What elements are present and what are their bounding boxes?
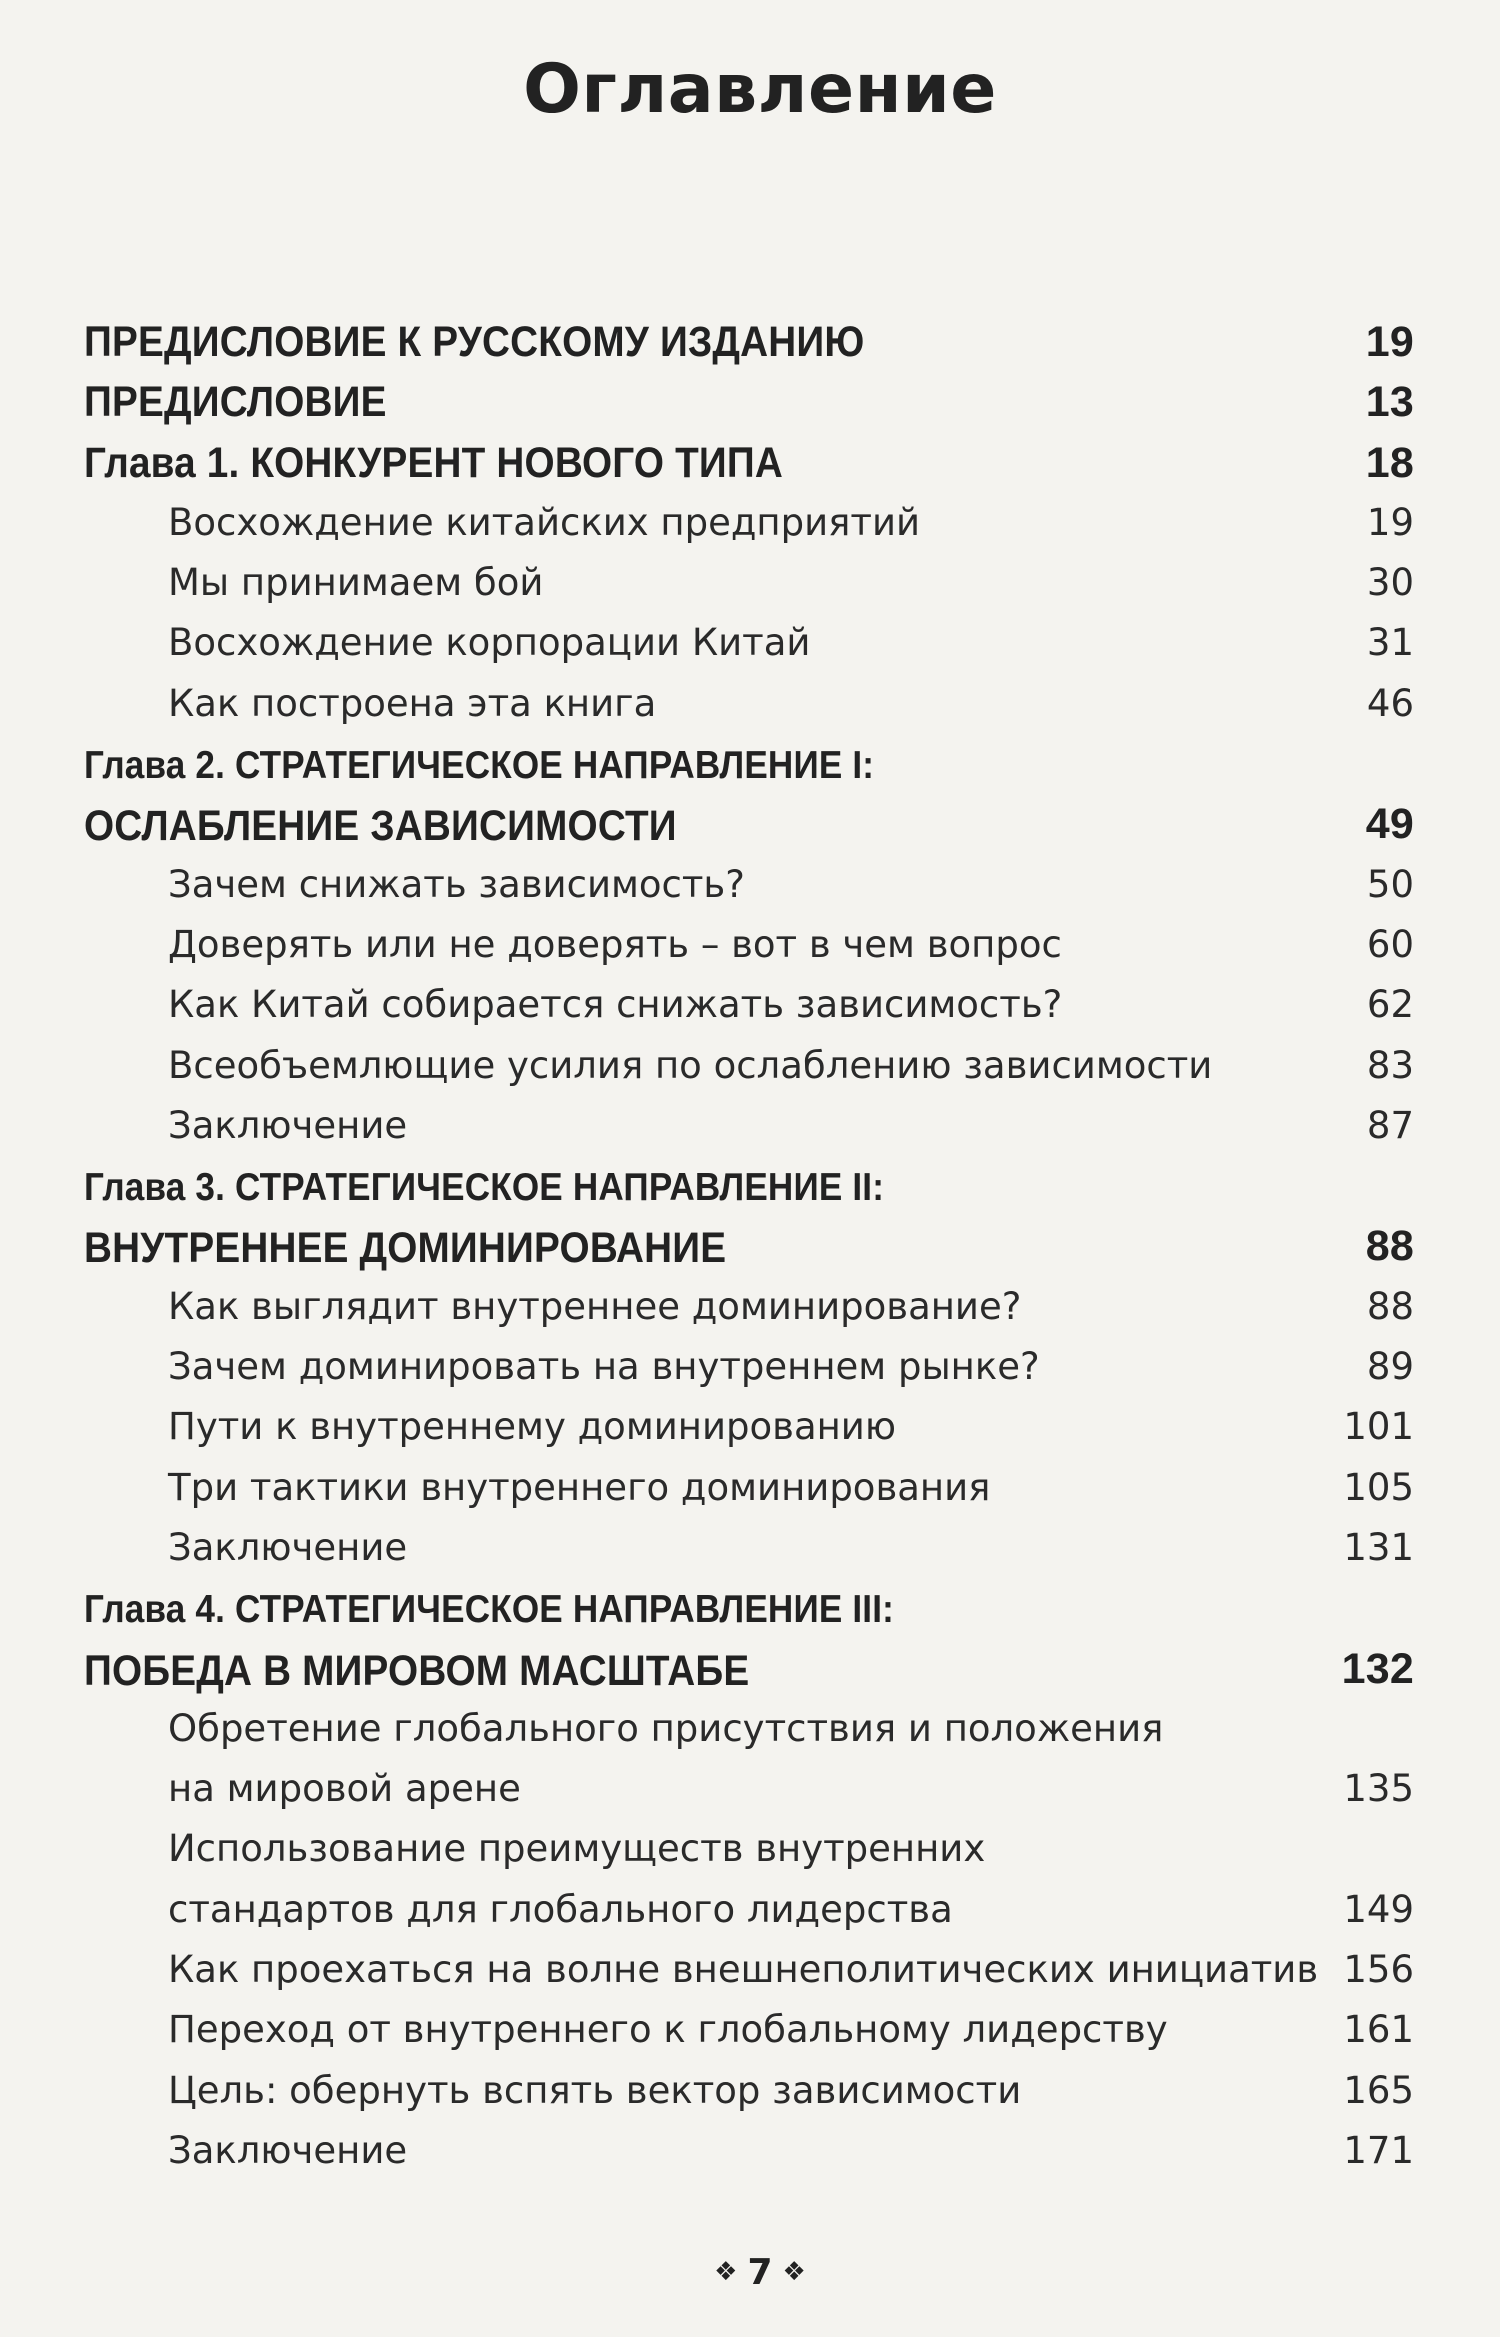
toc-entry-section <box>84 2121 1424 2181</box>
toc-entry-section <box>84 975 1424 1035</box>
toc-entry-label: Зачем доминировать на внутреннем рынке? <box>168 1345 1040 1389</box>
toc-entry-section <box>84 613 1424 673</box>
toc-entry-section <box>84 855 1424 915</box>
toc-entry-page: 46 <box>1366 681 1414 725</box>
toc-entry-label-line-1: Обретение глобального присутствия и положения <box>168 1706 1164 1750</box>
toc-entry-label: ПРЕДИСЛОВИЕ К РУССКОМУ ИЗДАНИЮ <box>84 318 865 366</box>
toc-entry-section <box>84 493 1424 553</box>
toc-entry-label <box>168 1699 1284 1820</box>
page-title: Оглавление <box>523 50 997 129</box>
toc-entry-page: 30 <box>1366 561 1414 605</box>
toc-entry-page: 131 <box>1343 1525 1414 1569</box>
toc-entry-section <box>84 1699 1424 1820</box>
toc-entry-label: Цель: обернуть вспять вектор зависимости <box>168 2068 1022 2112</box>
toc-entry-label-line-2: ПОБЕДА В МИРОВОМ МАСШТАБЕ <box>84 1646 750 1695</box>
toc-entry-label-line-1: Глава 3. СТРАТЕГИЧЕСКОЕ НАПРАВЛЕНИЕ II: <box>84 1166 885 1210</box>
toc-entry-label: Восхождение корпорации Китай <box>168 621 811 665</box>
toc-entry-page: 19 <box>1365 318 1414 366</box>
toc-entry-chapter-2 <box>84 734 1424 855</box>
toc-entry-chapter-1 <box>84 433 1424 493</box>
toc-entry-page: 88 <box>1365 1222 1414 1271</box>
toc-entry-label-line-2: стандартов для глобального лидерства <box>168 1887 953 1931</box>
toc-entry-section <box>84 915 1424 975</box>
toc-entry-chapter-4 <box>84 1578 1424 1699</box>
ornament-icon: ❖ <box>714 2257 738 2287</box>
toc-entry-page: 132 <box>1341 1644 1414 1693</box>
toc-entry-page: 161 <box>1343 2008 1414 2052</box>
toc-entry-chapter-3 <box>84 1156 1424 1277</box>
toc-entry-section <box>84 1337 1424 1397</box>
toc-entry-page: 50 <box>1366 862 1414 906</box>
toc-entry-section <box>84 674 1424 734</box>
toc-entry-foreword-russian <box>84 312 1424 372</box>
page-number: 7 <box>747 2252 773 2293</box>
toc-entry-page: 135 <box>1343 1767 1414 1811</box>
toc-entry-label <box>168 1819 1284 1940</box>
page-footer <box>0 2252 1500 2293</box>
toc-entry-page: 149 <box>1343 1887 1414 1931</box>
toc-entry-label <box>84 1578 1164 1701</box>
toc-entry-label: Заключение <box>168 1103 408 1147</box>
toc-entry-page: 101 <box>1343 1405 1414 1449</box>
toc-entry-section <box>84 1397 1424 1457</box>
toc-entry-label: Заключение <box>168 2128 408 2172</box>
toc-entry-foreword <box>84 372 1424 432</box>
toc-entry-label: Как построена эта книга <box>168 681 657 725</box>
toc-entry-section <box>84 1096 1424 1156</box>
toc-entry-section <box>84 1819 1424 1940</box>
toc-entry-section <box>84 1458 1424 1518</box>
toc-entry-label: Восхождение китайских предприятий <box>168 500 921 544</box>
toc-entry-page: 62 <box>1366 983 1414 1027</box>
toc-entry-label-line-1: Глава 4. СТРАТЕГИЧЕСКОЕ НАПРАВЛЕНИЕ III: <box>84 1588 895 1632</box>
toc-entry-label: Всеобъемлющие усилия по ослаблению зависимости <box>168 1043 1213 1087</box>
toc-entry-page: 171 <box>1343 2128 1414 2172</box>
toc-entry-page: 19 <box>1366 500 1414 544</box>
toc-entry-label: Глава 1. КОНКУРЕНТ НОВОГО ТИПА <box>84 438 784 487</box>
table-of-contents <box>84 312 1424 2181</box>
toc-entry-label: Зачем снижать зависимость? <box>168 862 745 906</box>
toc-entry-page: 156 <box>1343 1948 1414 1992</box>
toc-entry-label: Пути к внутреннему доминированию <box>168 1405 897 1449</box>
toc-entry-page: 13 <box>1365 378 1414 427</box>
toc-entry-section <box>84 1277 1424 1337</box>
toc-entry-page: 49 <box>1365 800 1414 849</box>
toc-entry-page: 88 <box>1366 1284 1414 1328</box>
toc-entry-page: 60 <box>1366 922 1414 966</box>
toc-entry-section <box>84 553 1424 613</box>
toc-entry-label <box>84 734 1164 857</box>
toc-entry-label: Мы принимаем бой <box>168 561 544 605</box>
toc-entry-label <box>84 1156 1164 1279</box>
toc-entry-page: 105 <box>1343 1465 1414 1509</box>
toc-entry-page: 89 <box>1366 1345 1414 1389</box>
toc-entry-section <box>84 1940 1424 2000</box>
toc-entry-label-line-1: Глава 2. СТРАТЕГИЧЕСКОЕ НАПРАВЛЕНИЕ I: <box>84 744 875 788</box>
toc-entry-page: 18 <box>1365 438 1414 487</box>
ornament-icon: ❖ <box>782 2257 806 2287</box>
toc-entry-label: Три тактики внутреннего доминирования <box>168 1465 991 1509</box>
toc-entry-label: ПРЕДИСЛОВИЕ <box>84 378 387 427</box>
toc-entry-label: Как выглядит внутреннее доминирование? <box>168 1284 1022 1328</box>
toc-entry-section <box>84 2061 1424 2121</box>
toc-entry-label: Заключение <box>168 1525 408 1569</box>
toc-entry-page: 87 <box>1366 1103 1414 1147</box>
toc-entry-section <box>84 2000 1424 2060</box>
toc-entry-label-line-2: ОСЛАБЛЕНИЕ ЗАВИСИМОСТИ <box>84 802 677 851</box>
toc-entry-label-line-2: на мировой арене <box>168 1767 521 1811</box>
toc-entry-label-line-2: ВНУТРЕННЕЕ ДОМИНИРОВАНИЕ <box>84 1224 727 1273</box>
toc-entry-section <box>84 1518 1424 1578</box>
toc-entry-label: Доверять или не доверять – вот в чем вопрос <box>168 922 1062 966</box>
toc-entry-label: Как проехаться на волне внешнеполитических инициатив <box>168 1948 1319 1992</box>
toc-entry-page: 83 <box>1366 1043 1414 1087</box>
toc-entry-label: Переход от внутреннего к глобальному лидерству <box>168 2008 1168 2052</box>
toc-entry-page: 165 <box>1343 2068 1414 2112</box>
toc-entry-label: Как Китай собирается снижать зависимость? <box>168 983 1063 1027</box>
toc-entry-section <box>84 1036 1424 1096</box>
toc-entry-label-line-1: Использование преимуществ внутренних <box>168 1827 986 1871</box>
toc-entry-page: 31 <box>1366 621 1414 665</box>
